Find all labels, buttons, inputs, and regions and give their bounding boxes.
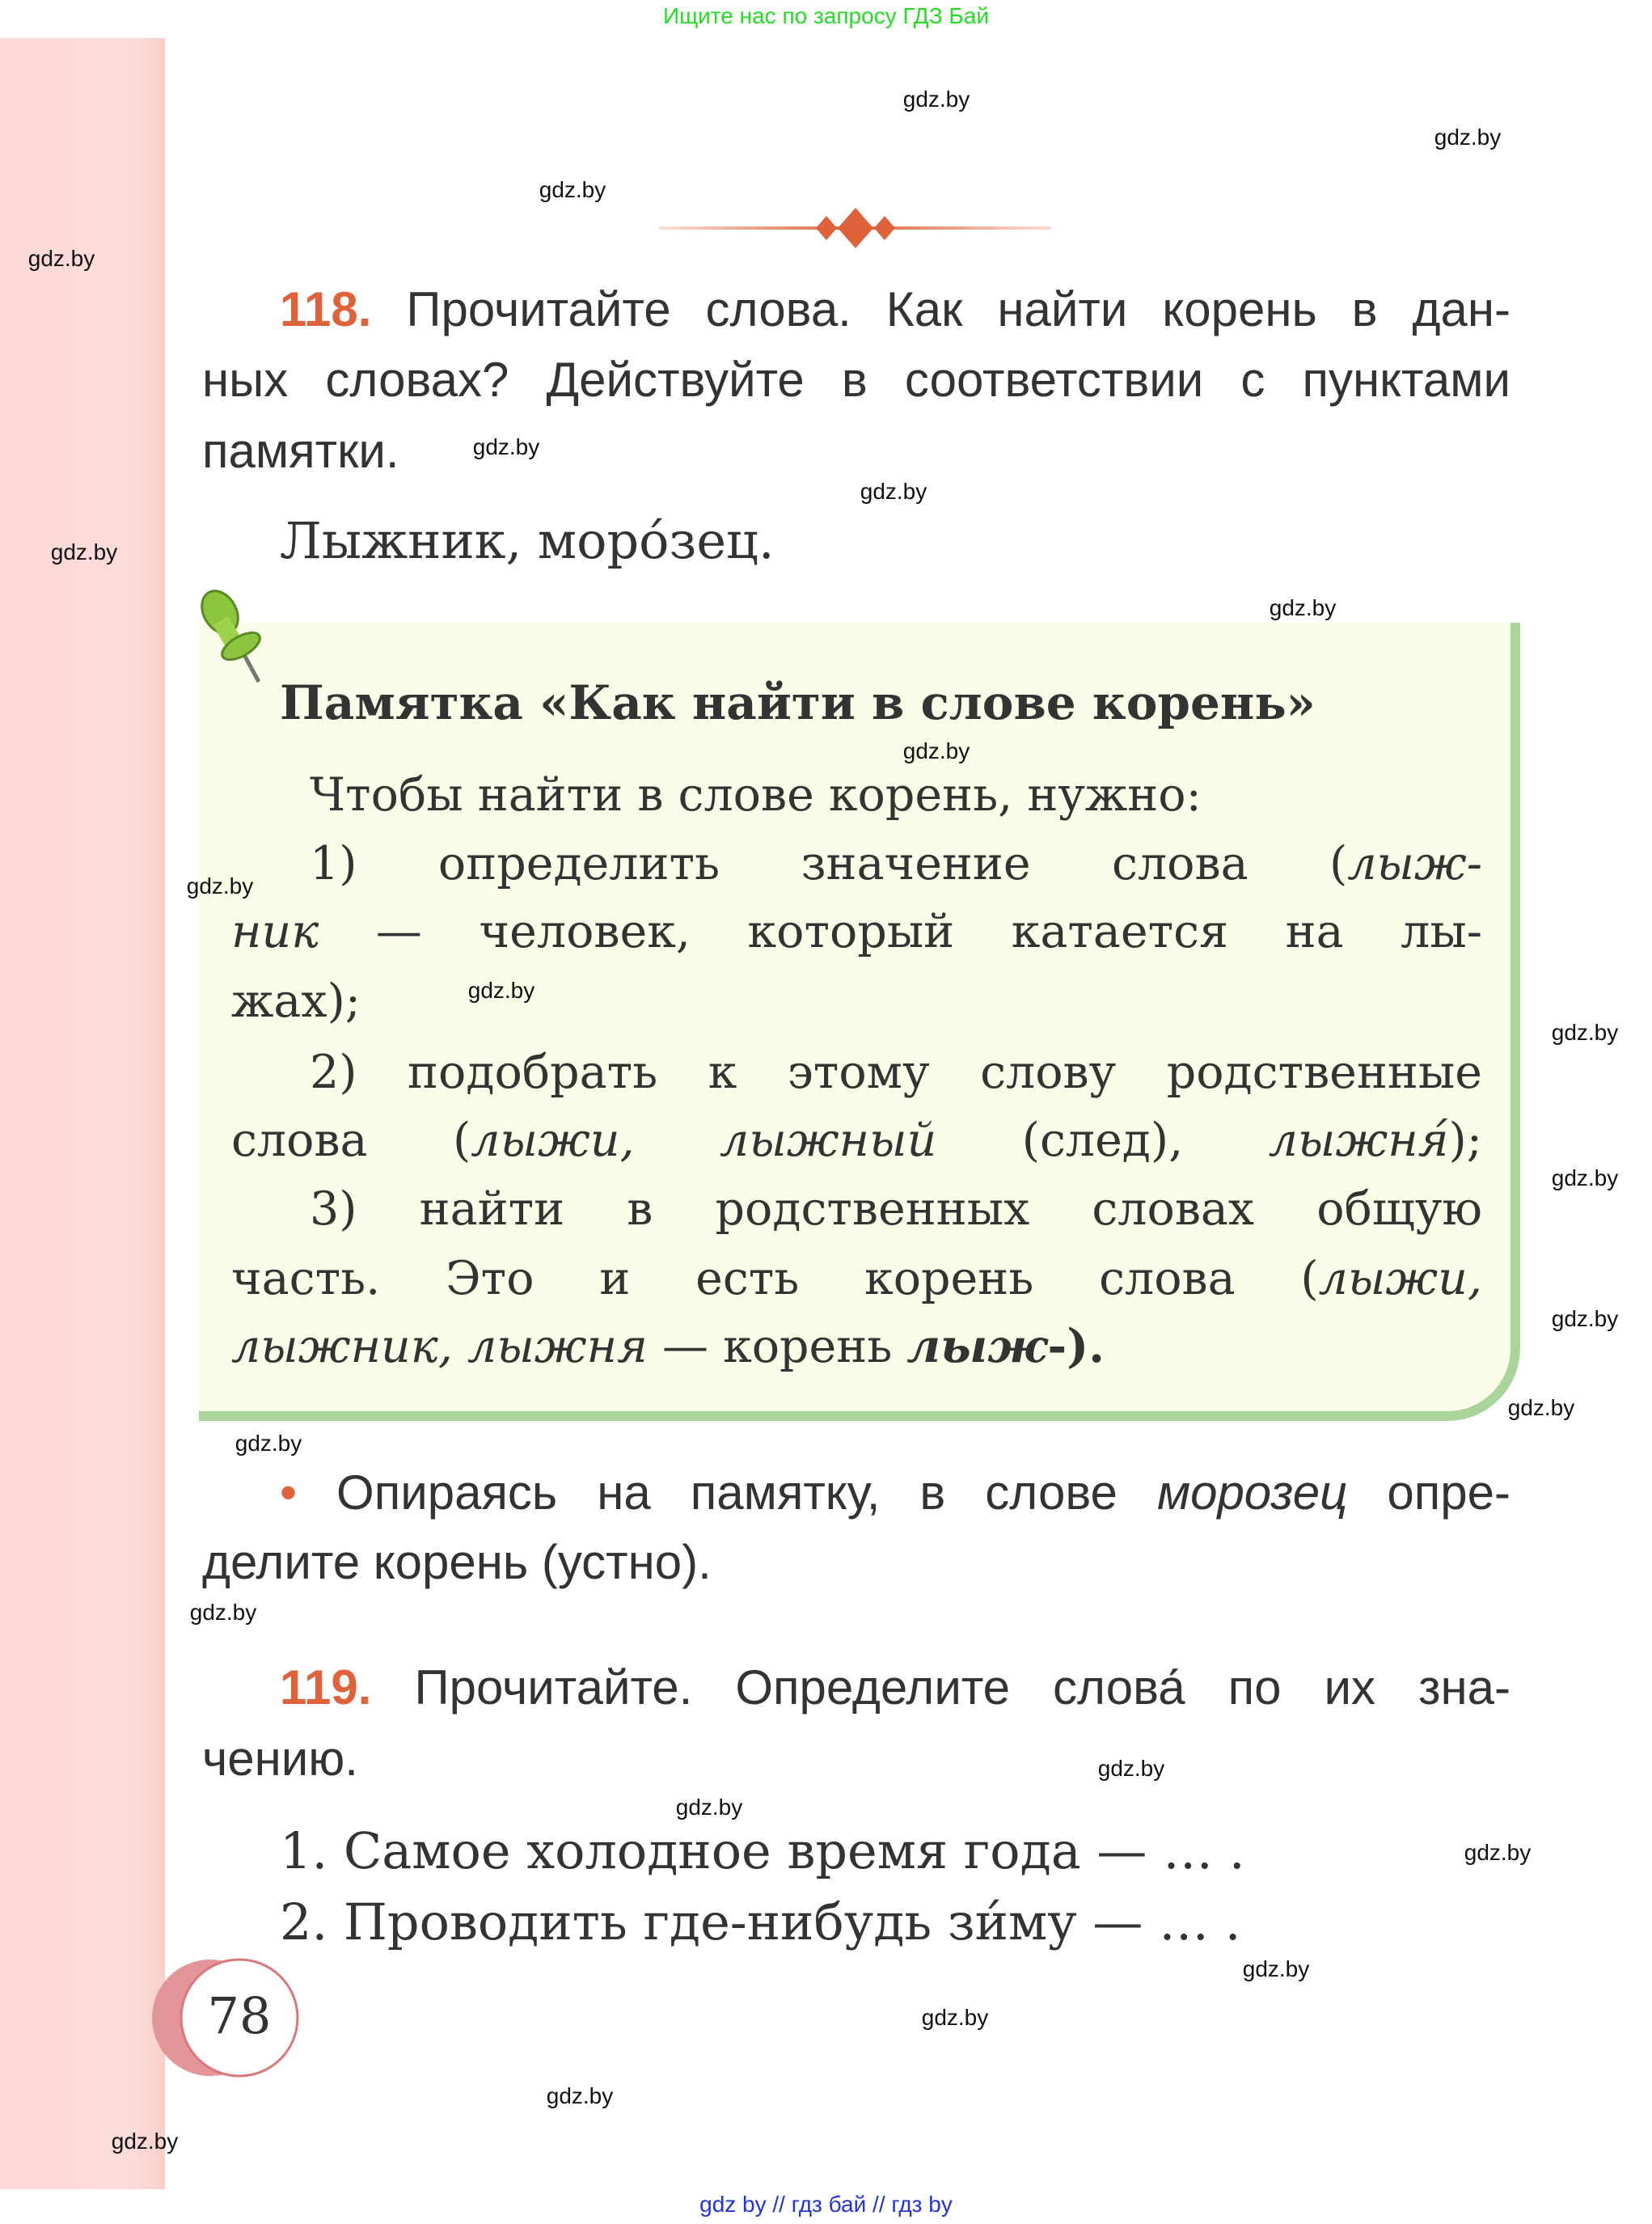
text: Опираясь на памятку, в слове <box>336 1465 1157 1520</box>
exercise-119-item-1: 1. Самое холодное время года — … . <box>280 1821 1245 1880</box>
exercise-118-line-1 <box>280 281 1510 339</box>
watermark: gdz.by <box>50 539 118 564</box>
watermark: gdz.by <box>467 978 535 1003</box>
watermark: gdz.by <box>1551 1165 1619 1190</box>
exercise-119-line-1 <box>280 1659 1510 1717</box>
watermark: gdz.by <box>1242 1956 1310 1981</box>
memo-line <box>231 903 1482 961</box>
text: (след), <box>936 1114 1269 1167</box>
italic-example: ник <box>231 905 319 958</box>
text: — корень <box>647 1320 907 1373</box>
memo-line <box>231 972 361 1030</box>
page-number: 78 <box>207 1986 272 2045</box>
memo-line <box>310 1180 1482 1238</box>
text: ); <box>1448 1114 1482 1167</box>
memo-line <box>310 835 1482 893</box>
watermark: gdz.by <box>539 177 606 202</box>
text: — человек, который катается на лы- <box>319 905 1482 958</box>
exercise-119-line-2: чению. <box>202 1731 358 1786</box>
watermark: gdz.by <box>472 434 540 459</box>
ornament-divider-icon <box>659 206 1051 251</box>
watermark: gdz.by <box>1269 595 1337 620</box>
watermark: gdz.by <box>234 1431 302 1456</box>
italic-example: лыжи, <box>1318 1252 1482 1305</box>
watermark: gdz.by <box>111 2129 179 2154</box>
decorative-sidebar <box>0 38 165 2189</box>
exercise-number: 119. <box>280 1660 372 1715</box>
memo-line <box>231 1249 1482 1308</box>
page-number-badge <box>144 1957 302 2078</box>
italic-example: лыжи, лыжный <box>471 1114 937 1167</box>
watermark: gdz.by <box>921 2005 989 2030</box>
text: опре- <box>1347 1465 1510 1520</box>
memo-title: Памятка «Как найти в слове корень» <box>280 675 1316 730</box>
text: 2) подобрать к этому слову родственные <box>310 1046 1482 1099</box>
memo-line <box>231 1111 1482 1169</box>
text: 3) найти в родственных словах общую <box>310 1182 1482 1236</box>
text: слова ( <box>231 1114 471 1167</box>
text: делите корень (устно). <box>202 1535 712 1589</box>
text: Прочитайте слова. Как найти корень в дан- <box>406 282 1510 336</box>
exercise-119-item-2: 2. Проводить где-нибудь зи́му — … . <box>280 1892 1241 1951</box>
watermark: gdz.by <box>1434 125 1502 150</box>
watermark: gdz.by <box>902 738 970 763</box>
watermark: gdz.by <box>546 2083 614 2108</box>
watermark: gdz.by <box>27 246 95 271</box>
text: Чтобы найти в слове корень, нужно: <box>310 768 1202 822</box>
memo-line <box>310 766 1202 824</box>
text: часть. Это и есть корень слова ( <box>231 1252 1319 1305</box>
text: -). <box>1047 1319 1105 1373</box>
watermark: gdz.by <box>1507 1395 1575 1420</box>
exercise-118-words: Лыжник, моро́зец. <box>280 511 775 570</box>
memo-line <box>310 1043 1482 1101</box>
watermark: gdz.by <box>1097 1756 1165 1781</box>
watermark: gdz.by <box>189 1600 257 1625</box>
bullet-icon: • <box>280 1465 298 1520</box>
watermark: gdz.by <box>860 479 927 504</box>
watermark: gdz.by <box>675 1795 743 1820</box>
italic-example: лыж <box>906 1319 1048 1373</box>
text: 1) определить значение слова ( <box>310 837 1348 890</box>
task-line <box>280 1464 1510 1522</box>
exercise-118-line-3: памятки. <box>202 424 399 478</box>
italic-example: лыжня́ <box>1268 1114 1449 1167</box>
watermark: gdz.by <box>902 87 970 112</box>
watermark: gdz.by <box>1551 1306 1619 1331</box>
text: Прочитайте. Определите слова́ по их зна- <box>414 1660 1511 1715</box>
watermark: gdz.by <box>186 873 254 898</box>
watermark: gdz.by <box>1464 1840 1532 1865</box>
watermark: gdz.by <box>1551 1020 1619 1045</box>
memo-line <box>231 1317 1105 1376</box>
text: жах); <box>231 975 361 1028</box>
footer-links[interactable]: gdz by // гдз бай // гдз by <box>699 2192 953 2217</box>
text: морозец <box>1156 1465 1348 1520</box>
search-banner[interactable]: Ищите нас по запросу ГДЗ Бай <box>662 3 990 28</box>
italic-example: лыж- <box>1347 837 1482 890</box>
italic-example: лыжник, лыжня <box>231 1320 648 1373</box>
exercise-number: 118. <box>280 282 372 336</box>
pushpin-icon <box>188 586 277 687</box>
exercise-118-line-2: ных словах? Действуйте в соответствии с пунктами <box>202 353 1510 407</box>
task-line <box>202 1533 712 1592</box>
